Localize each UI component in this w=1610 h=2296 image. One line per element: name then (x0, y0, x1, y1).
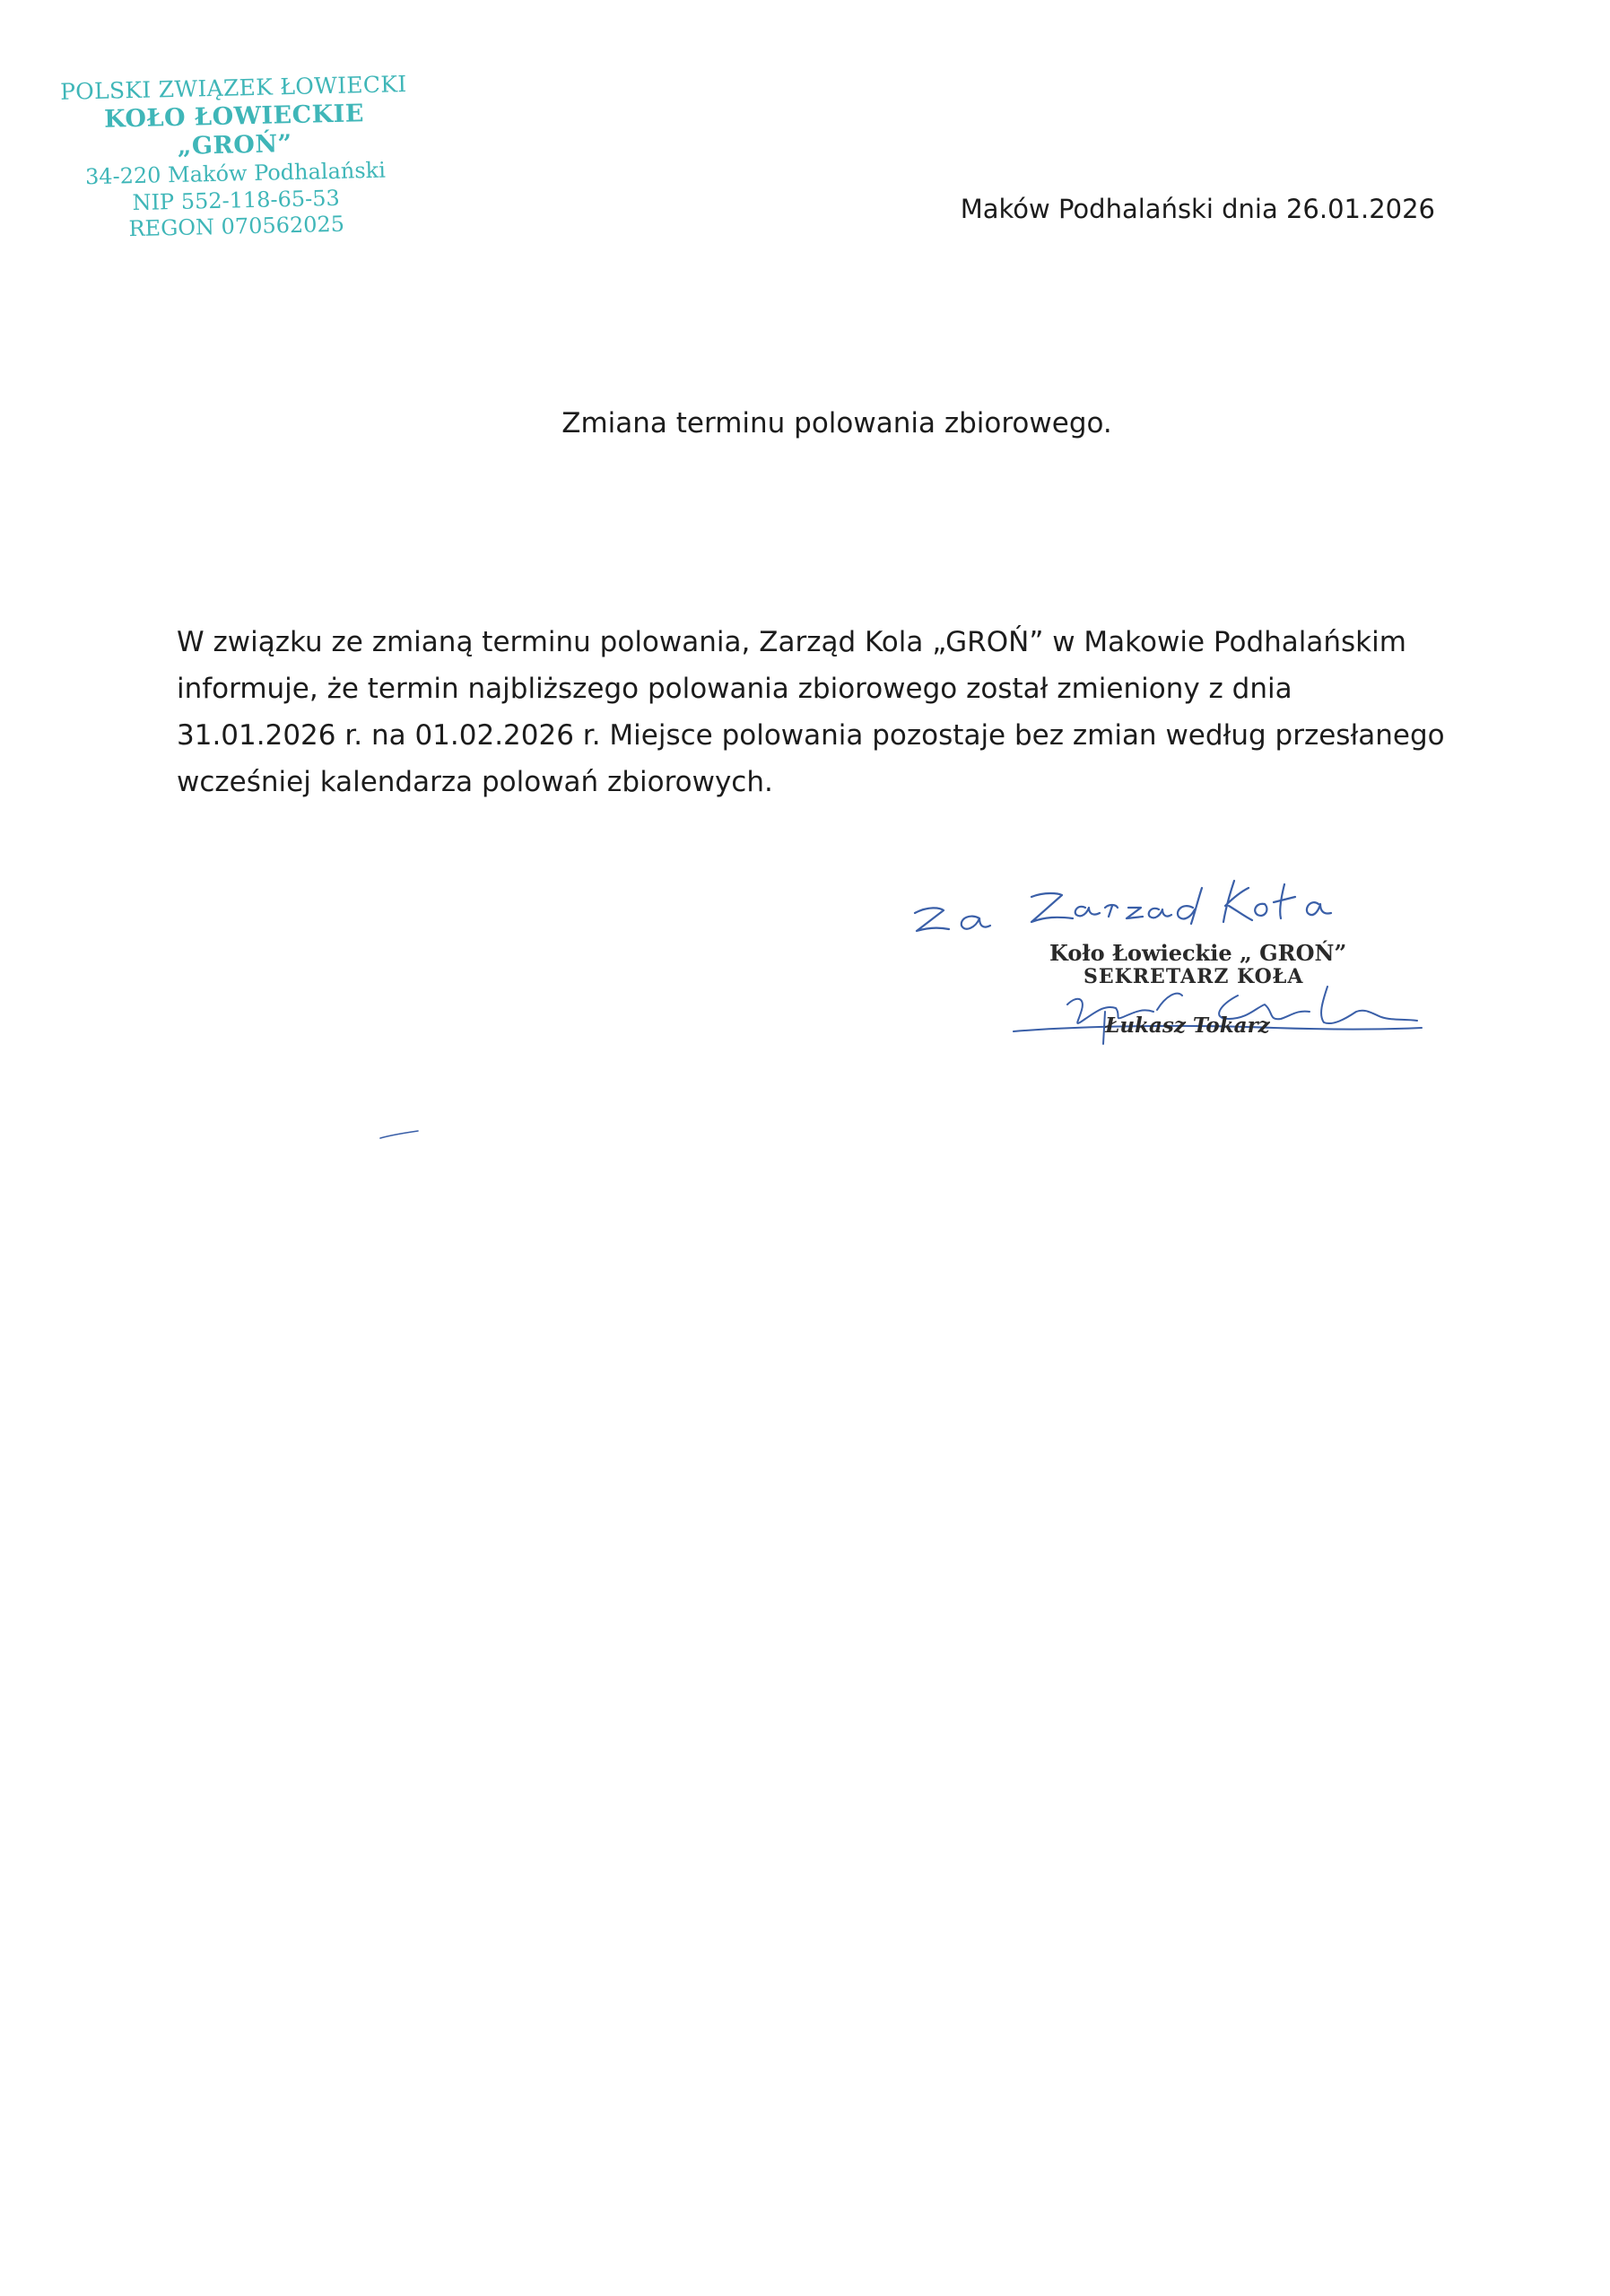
place-and-date: Maków Podhalański dnia 26.01.2026 (960, 194, 1435, 224)
stamp-line-association: POLSKI ZWIĄZEK ŁOWIECKI (59, 71, 407, 105)
stamp-line-address: 34-220 Maków Podhalański (84, 158, 387, 190)
club-stamp (54, 71, 416, 244)
letter-body (177, 619, 1450, 805)
body-line: 31.01.2026 r. na 01.02.2026 r. Miejsce polowania pozostaje bez zmian według przesłanego (177, 719, 1445, 752)
body-line: informuje, że termin najbliższego polowania zbiorowego został zmieniony z dnia (177, 673, 1292, 705)
stamp-line-regon: REGON 070562025 (128, 211, 345, 242)
stamp-line-club: KOŁO ŁOWIECKIE „GROŃ” (103, 99, 365, 161)
body-line: W związku ze zmianą terminu polowania, Zarząd Kola „GROŃ” w Makowie Podhalańskim (177, 626, 1406, 658)
signature-name: Łukasz Tokarz (1105, 1013, 1270, 1038)
signature-role: SEKRETARZ KOŁA (1083, 965, 1304, 988)
signature-org: Koło Łowieckie „ GROŃ” (1049, 940, 1347, 966)
stray-pen-mark (377, 1126, 422, 1144)
body-line: wcześniej kalendarza polowań zbiorowych. (177, 766, 773, 798)
stamp-line-nip: NIP 552-118-65-53 (132, 185, 341, 215)
letter-subject: Zmiana terminu polowania zbiorowego. (561, 407, 1112, 439)
